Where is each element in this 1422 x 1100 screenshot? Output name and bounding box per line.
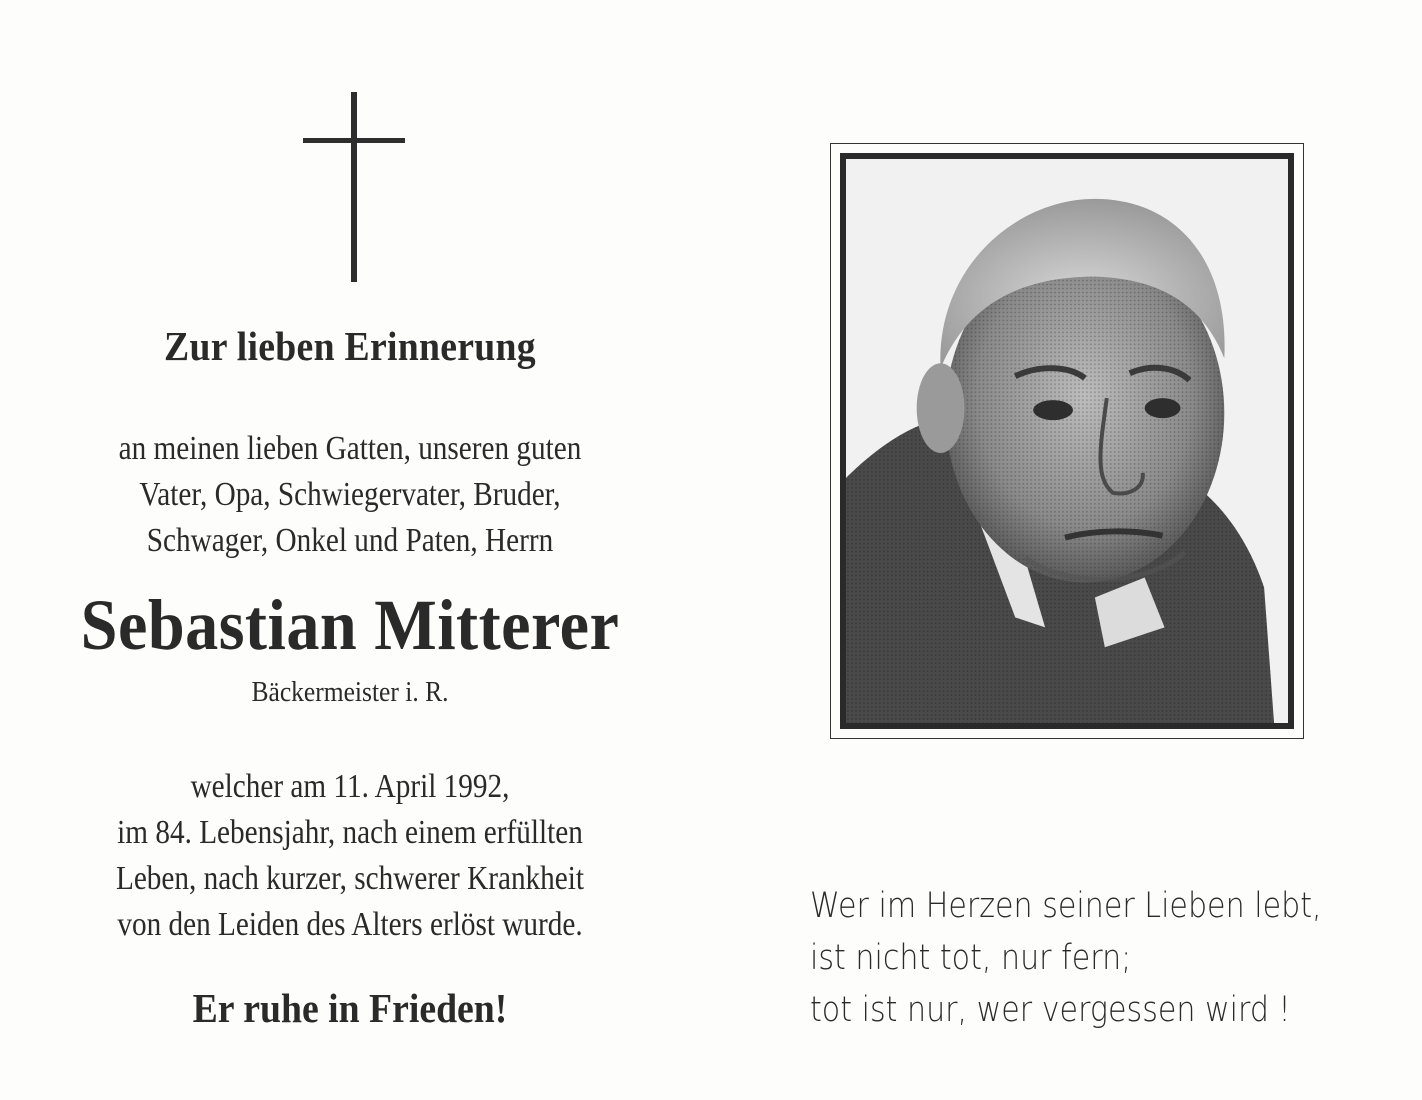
intro-line: Schwager, Onkel und Paten, Herrn [146,522,554,559]
heading: Zur lieben Erinnerung [164,323,536,369]
portrait-illustration [846,159,1288,723]
intro-line: Vater, Opa, Schwiegervater, Bruder, [139,476,561,513]
memorial-quote [810,880,1322,1036]
death-line: Leben, nach kurzer, schwerer Krankheit [115,860,585,897]
deceased-name: Sebastian Mitterer [80,585,620,665]
photo-frame [830,143,1304,739]
quote-line: ist nicht tot, nur fern; [810,938,1132,978]
intro-text [75,426,625,564]
death-text [75,764,625,948]
portrait-photo [840,153,1294,729]
death-line: von den Leiden des Alters erlöst wurde. [117,906,583,943]
death-line: im 84. Lebensjahr, nach einem erfüllten [117,814,583,851]
death-line: welcher am 11. April 1992, [190,768,510,805]
deceased-title: Bäckermeister i. R. [251,676,449,708]
closing-line: Er ruhe in Frieden! [192,985,508,1031]
cross-icon [303,92,405,282]
quote-line: tot ist nur, wer vergessen wird ! [810,990,1291,1030]
intro-line: an meinen lieben Gatten, unseren guten [118,430,582,467]
quote-line: Wer im Herzen seiner Lieben lebt, [810,886,1322,926]
